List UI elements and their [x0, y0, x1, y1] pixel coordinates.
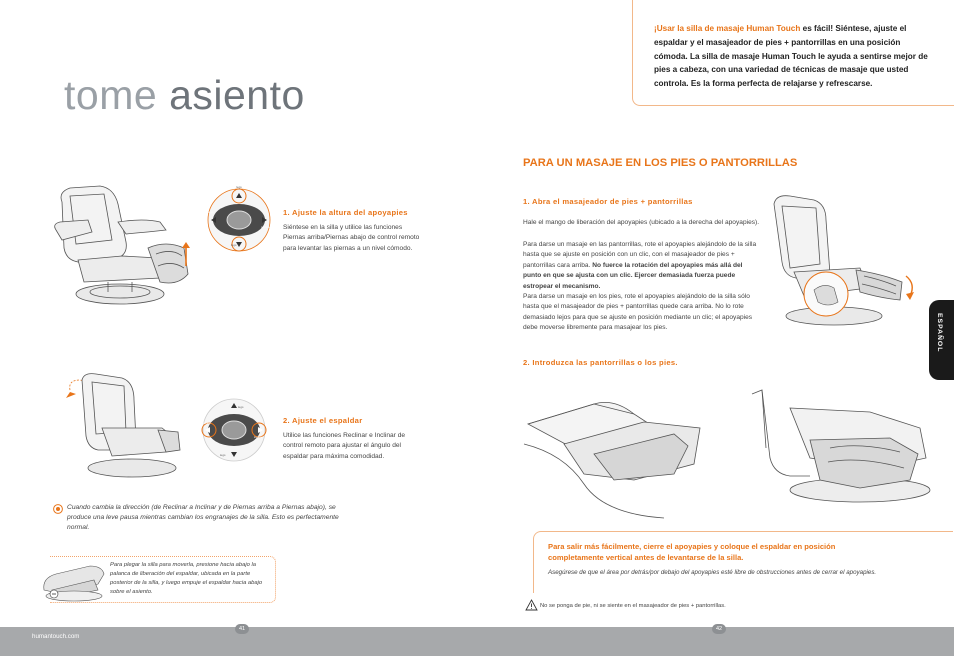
footer-url: humantouch.com [32, 633, 80, 640]
remote2-bottom-label: legs [220, 453, 226, 457]
note-icon [53, 504, 63, 514]
chair-footrest-open-illustration [764, 192, 920, 332]
warning-icon [525, 599, 538, 611]
right-step1-p2 [523, 240, 761, 292]
exit-heading: Para salir más fácilmente, cierre el apoyapies y coloque el espaldar en posición completamente vertical antes de levantarse de la silla. [548, 542, 836, 563]
remote1-bottom-label: legs [231, 243, 237, 247]
title-dark: asiento [169, 72, 305, 118]
left-step1-body: Siéntese en la silla y utilice las funciones Piernas arriba/Piernas abajo de control remoto para levantar las piernas a un nivel cómodo. [283, 224, 420, 252]
section-heading: PARA UN MASAJE EN LOS PIES O PANTORRILLAS [523, 157, 798, 169]
intro-highlight: ¡Usar la silla de masaje Human Touch [654, 24, 801, 33]
left-step1-heading: 1. Ajuste la altura del apoyapies [283, 208, 408, 217]
remote2-right-label: incline [254, 435, 263, 439]
left-tip: Para plegar la silla para moverla, presione hacia abajo la palanca de liberación del espaldar, ubicada en la parte posterior de la silla, y luego empuje el espaldar hacia abajo sobre el asiento. [110, 562, 263, 595]
right-step1-p1: Hale el mango de liberación del apoyapies (ubicado a la derecha del apoyapies). [523, 219, 760, 226]
intro-rest: es fácil! Siéntese, ajuste el espaldar y el masajeador de pies + pantorrillas en una posición cómoda. La silla de masaje Human Touch le ayuda a sentirse mejor de pies a cabeza, con una variedad de técnicas de masaje que usted controla. Es la forma perfecta de relajarse y refrescarse. [654, 24, 928, 89]
remote1-right-label: recline [261, 225, 270, 229]
feet-in-massager-illustration [750, 388, 946, 518]
intro-text [654, 22, 934, 91]
folding-chair-illustration [38, 560, 108, 602]
page-number-left: 41 [235, 624, 249, 634]
language-tab [929, 300, 954, 380]
remote-control-legs [205, 184, 273, 254]
remote2-top-label: legs [238, 405, 244, 409]
chair-recline-illustration [62, 370, 192, 482]
remote-control-recline [200, 394, 268, 464]
page-title [64, 72, 305, 119]
exit-body: Asegúrese de que el área por detrás/por debajo del apoyapies esté libre de obstrucciones antes de cerrar el apoyapies. [548, 569, 877, 576]
remote1-top-label: legs [236, 185, 242, 189]
right-step1-heading: 1. Abra el masajeador de pies + pantorrillas [523, 197, 693, 206]
language-tab-label: ESPAÑOL [936, 313, 943, 353]
remote1-left-label: legs [208, 210, 214, 214]
left-step2-heading: 2. Ajuste el espaldar [283, 416, 363, 425]
right-step1-p2-normal: Para darse un masaje en las pantorrillas, rote el apoyapies alejándolo de la silla hasta que se ajuste en posición con un clic, con el masajeador de pies + pantorrillas cara arriba. [523, 241, 757, 269]
left-note: Cuando cambia la dirección (de Reclinar a Inclinar y de Piernas arriba a Piernas abajo), se produce una leve pausa mientras cambian los engranajes de la silla. Esto es perfectamente normal. [67, 504, 339, 532]
title-light: tome [64, 72, 158, 118]
warning-text: No se ponga de pie, ni se siente en el masajeador de pies + pantorrillas. [540, 603, 726, 609]
left-step2-body: Utilice las funciones Reclinar e Inclinar de control remoto para ajustar el ángulo del espaldar para máxima comodidad. [283, 432, 406, 460]
right-step1-p3: Para darse un masaje en los pies, rote el apoyapies alejándolo de la silla sólo hasta que el masajeador de pies + pantorrillas quede cara arriba. No lo rote demasiado lejos para que se ajuste en posición mediante un clic; el apoyapies debe moverse libremente para masajear los pies. [523, 293, 753, 332]
right-step2-heading: 2. Introduzca las pantorrillas o los pies. [523, 358, 678, 367]
remote2-left-label: recline [202, 421, 211, 425]
calves-in-massager-illustration [524, 384, 720, 518]
page-number-right: 42 [712, 624, 726, 634]
footer-bar [0, 627, 954, 656]
chair-legs-up-illustration [48, 182, 198, 312]
right-step1-p2-bold: No fuerce la rotación del apoyapies más allá del punto en que se ajusta con un clic. Ejercer demasiada fuerza puede estropear el mecanismo. [523, 261, 743, 290]
